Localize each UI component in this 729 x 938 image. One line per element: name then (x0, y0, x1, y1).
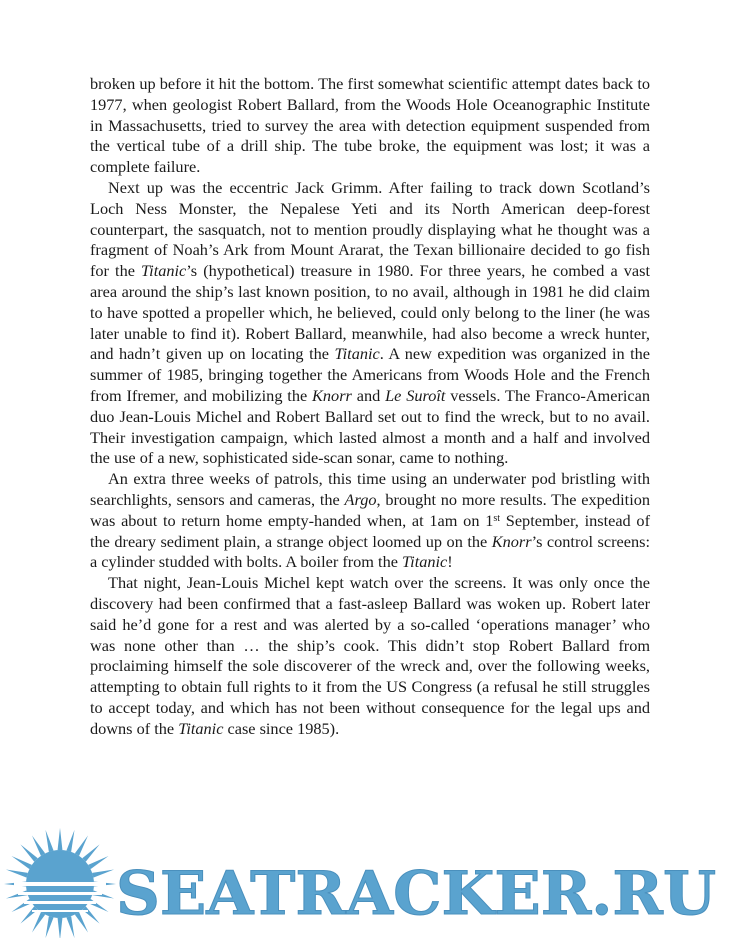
sun-ray (46, 916, 54, 938)
text-run: That night, Jean-Louis Michel kept watch over the screens. It was only once the discovery had been confirmed that a fast-asleep Ballard was woken up. Robert later said he’d gone for a rest and was alerted by a so-called ‘operations manager’ who was none other than … the ship’s cook. This didn’t stop Robert Ballard from proclaiming himself the sole discoverer of the wreck and, over the following weeks, attempting to obtain full rights to it from the US Congress (a refusal he still struggles to accept today, and which has not been without consequence for the legal ups and downs of the (90, 573, 650, 738)
italic-text: Knorr (491, 531, 532, 551)
sun-ray (82, 844, 99, 861)
superscript: st (493, 512, 501, 524)
sun-ray (66, 830, 74, 852)
sun-ray (32, 912, 45, 932)
text-run: broken up before it hit the bottom. The first somewhat scientific attempt dates back to 1977, when geologist Robert Ballard, from the Woods Hole Oceanographic Institute in Massachusetts, tried to survey the area with detection equipment suspended from the vertical tube of a drill ship. The tube broke, the equipment was lost; it was a complete failure. (90, 74, 650, 177)
paragraph (90, 469, 650, 573)
sun-ray (32, 836, 45, 856)
watermark (0, 826, 729, 938)
text-run: ’s (hypothetical) treasure in 1980. For three years, he combed a vast area around the ship’s last known position, to no avail, although in 1981 he did claim to have spotted a propeller which, he believed, could only belong to the liner (he was later unable to find it). Robert Ballard, meanwhile, had also become a wreck hunter, and hadn’t given up on locating the (90, 261, 650, 364)
text-run: case since 1985). (223, 718, 340, 738)
page-body (90, 74, 650, 740)
text-run: ’s control screens: a cylinder studded with bolts. A boiler from the (90, 531, 650, 572)
sun-ray (58, 828, 63, 850)
italic-text: Titanic (334, 344, 380, 364)
italic-text: Knorr (312, 385, 352, 405)
sun-ray (75, 836, 88, 856)
sun-ray (20, 906, 37, 923)
paragraph (90, 178, 650, 469)
water-line (14, 882, 106, 886)
italic-text: Argo (344, 489, 377, 509)
sun-ray (12, 856, 32, 869)
sun-ray (92, 870, 114, 878)
sun-ray (88, 899, 108, 912)
sun-ray (12, 899, 32, 912)
text-run: September, instead of the dreary sediment plain, a strange object loomed up on the (90, 510, 650, 551)
water-line (18, 892, 102, 895)
text-run: ! (447, 552, 453, 572)
text-run: An extra three weeks of patrols, this time using an underwater pod bristling with searchlights, sensors and cameras, the (90, 469, 650, 509)
text-run: and (351, 385, 386, 405)
sun-ray (20, 844, 37, 861)
water-line (24, 901, 96, 904)
italic-text: Titanic (402, 552, 448, 572)
sun-ray (88, 856, 108, 869)
sun-ray (6, 870, 28, 878)
paragraph (90, 573, 650, 739)
sun-ray (58, 918, 63, 938)
italic-text: Titanic (141, 261, 187, 281)
watermark-graphic (0, 826, 729, 938)
text-run: vessels. The Franco-American duo Jean-Louis Michel and Robert Ballard set out to find the wreck, but to no avail. Their investigation campaign, which lasted almost a month and a half and involved the use of a new, sophisticated side-scan sonar, came to nothing. (90, 385, 650, 468)
paragraph (90, 74, 650, 178)
italic-text: Titanic (178, 718, 224, 738)
text-run: . A new expedition was organized in the summer of 1985, bringing together the Americans from Woods Hole and the French from Ifremer, and mobilizing the (90, 344, 650, 405)
water-line (32, 910, 88, 912)
sun-ray (75, 912, 88, 932)
watermark-text: SEATRACKER.RU (116, 859, 716, 929)
text-run: Next up was the eccentric Jack Grimm. After failing to track down Scotland’s Loch Ness Monster, the Nepalese Yeti and its North American deep-forest counterpart, the sasquatch, not to mention proudly displaying what he thought was a fragment of Noah’s Ark from Mount Ararat, the Texan billionaire decided to go fish for the (90, 177, 650, 281)
sun-over-water-logo (4, 828, 116, 938)
sun-ray (66, 916, 74, 938)
sun-ray (82, 906, 99, 923)
italic-text: Le Suroît (385, 385, 446, 405)
text-run: , brought no more results. The expedition was about to return home empty-handed when, at 1am on 1 (90, 489, 650, 530)
sun-ray (46, 830, 54, 852)
